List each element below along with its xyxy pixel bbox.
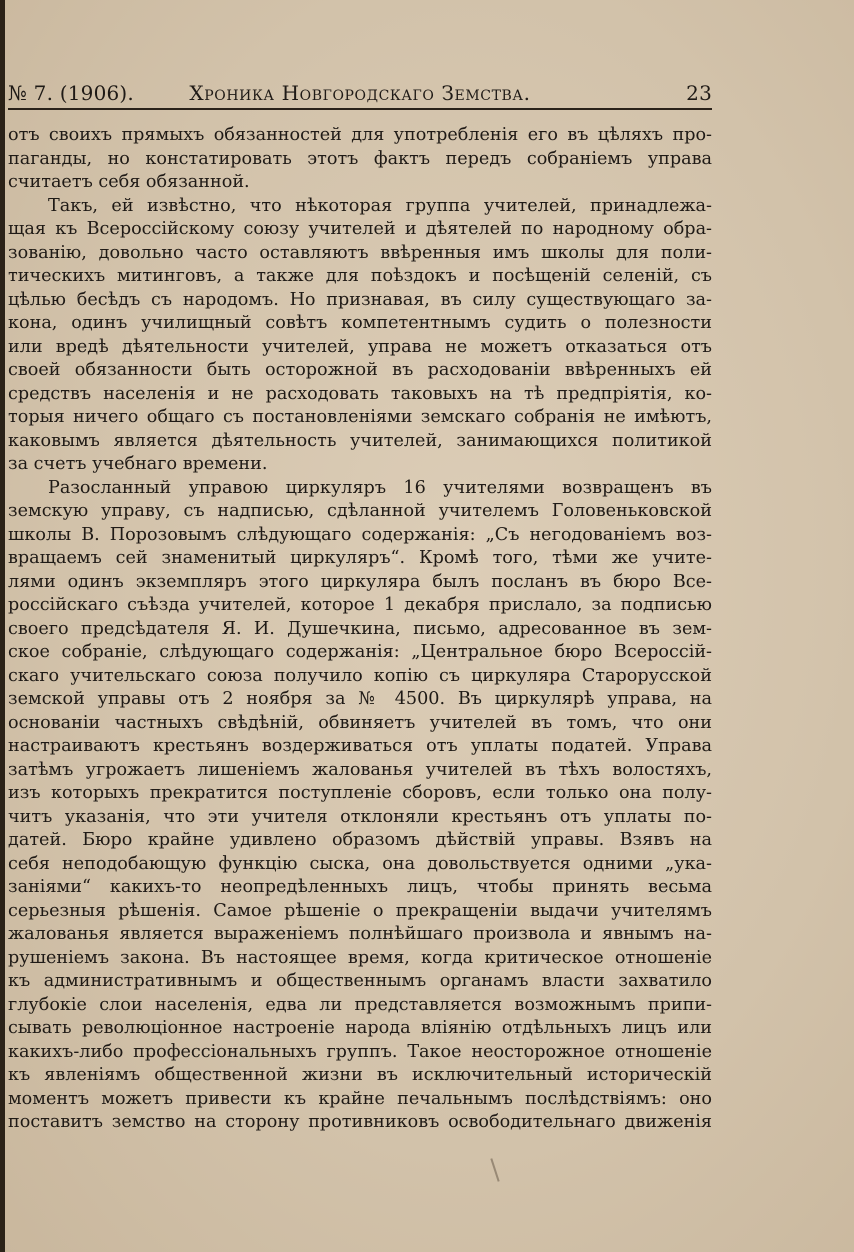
text-line: каковымъ является дѣятельность учителей, занимающихся политикой bbox=[8, 430, 712, 451]
page-edge-shadow bbox=[0, 0, 5, 1252]
ink-mark bbox=[490, 1158, 499, 1181]
text-line: ское собраніе, слѣдующаго содержанія: „Центральное бюро Всероссій- bbox=[8, 642, 712, 662]
issue-number: № 7. (1906). bbox=[8, 81, 134, 105]
text-line: паганды, но констатировать этотъ фактъ передъ собраніемъ управа bbox=[8, 148, 712, 169]
text-line: вращаемъ сей знаменитый циркуляръ“. Кромѣ того, тѣми же учите- bbox=[8, 548, 712, 568]
text-line: средствъ населенія и не расходовать таковыхъ на тѣ предпріятія, ко- bbox=[8, 383, 712, 404]
article-text bbox=[8, 124, 712, 1135]
text-line: отъ своихъ прямыхъ обязанностей для употребленія его въ цѣляхъ про- bbox=[8, 125, 712, 145]
journal-title: Хроника Новгородскаго Земства. bbox=[189, 81, 531, 105]
text-line: торыя ничего общаго съ постановленіями земскаго собранія не имѣютъ, bbox=[8, 407, 712, 427]
running-header bbox=[8, 80, 712, 106]
text-line: цѣлью бесѣдъ съ народомъ. Но признавая, въ силу существующаго за- bbox=[8, 289, 712, 310]
text-line: скаго учительскаго союза получило копію съ циркуляра Старорусской bbox=[8, 665, 712, 686]
text-line: читъ указанія, что эти учителя отклоняли крестьянъ отъ уплаты по- bbox=[8, 806, 712, 827]
header-rule bbox=[8, 108, 712, 110]
text-line: сывать революціонное настроеніе народа вліянію отдѣльныхъ лицъ или bbox=[8, 1018, 712, 1038]
text-line: къ административнымъ и общественнымъ органамъ власти захватило bbox=[8, 971, 712, 991]
text-line: основаніи частныхъ свѣдѣній, обвиняетъ учителей въ томъ, что они bbox=[8, 712, 712, 733]
text-line: серьезныя рѣшенія. Самое рѣшеніе о прекращеніи выдачи учителямъ bbox=[8, 900, 712, 921]
text-line: своей обязанности быть осторожной въ расходованіи ввѣренныхъ ей bbox=[8, 360, 712, 380]
text-line: зованію, довольно часто оставляютъ ввѣренныя имъ школы для поли- bbox=[8, 242, 712, 263]
text-line: заніями“ какихъ-то неопредѣленныхъ лицъ, чтобы принять весьма bbox=[8, 877, 712, 897]
text-line: настраиваютъ крестьянъ воздерживаться отъ уплаты податей. Управа bbox=[8, 736, 712, 756]
text-line: россійскаго съѣзда учителей, которое 1 декабря прислало, за подписью bbox=[8, 595, 712, 615]
text-line: или вредѣ дѣятельности учителей, управа не можетъ отказаться отъ bbox=[8, 336, 712, 357]
text-line: своего предсѣдателя Я. И. Душечкина, письмо, адресованное въ зем- bbox=[8, 618, 712, 639]
text-line: кона, одинъ училищный совѣтъ компетентнымъ судить о полезности bbox=[8, 313, 712, 333]
text-line: тическихъ митинговъ, а также для поѣздокъ и посѣщеній селеній, съ bbox=[8, 266, 712, 286]
text-line: Разосланный управою циркуляръ 16 учителями возвращенъ въ bbox=[48, 477, 712, 498]
text-line: лями одинъ экземпляръ этого циркуляра былъ посланъ въ бюро Все- bbox=[8, 571, 712, 592]
text-line: жалованья является выраженіемъ полнѣйшаго произвола и явнымъ на- bbox=[8, 924, 712, 944]
text-line: за счетъ учебнаго времени. bbox=[8, 454, 268, 474]
text-line: школы В. Порозовымъ слѣдующаго содержанія: „Съ негодованіемъ воз- bbox=[8, 524, 712, 545]
page-number: 23 bbox=[686, 81, 712, 105]
text-line: моментъ можетъ привести къ крайне печальнымъ послѣдствіямъ: оно bbox=[8, 1088, 712, 1109]
text-line: поставитъ земство на сторону противниковъ освободительнаго движенія bbox=[8, 1112, 712, 1132]
text-line: рушеніемъ закона. Въ настоящее время, когда критическое отношеніе bbox=[8, 947, 712, 968]
text-line: къ явленіямъ общественной жизни въ исключительный историческій bbox=[8, 1065, 712, 1085]
text-line: изъ которыхъ прекратится поступленіе сборовъ, если только она полу- bbox=[8, 783, 712, 803]
text-line: какихъ-либо профессіональныхъ группъ. Такое неосторожное отношеніе bbox=[8, 1041, 712, 1062]
text-line: глубокіе слои населенія, едва ли представляется возможнымъ припи- bbox=[8, 994, 712, 1015]
text-line: датей. Бюро крайне удивлено образомъ дѣйствій управы. Взявъ на bbox=[8, 830, 712, 850]
text-line: затѣмъ угрожаетъ лишеніемъ жалованья учителей въ тѣхъ волостяхъ, bbox=[8, 759, 712, 780]
text-line: щая къ Всероссійскому союзу учителей и дѣятелей по народному обра- bbox=[8, 219, 712, 239]
text-line: земской управы отъ 2 ноября за № 4500. Въ циркулярѣ управа, на bbox=[8, 689, 712, 709]
text-line: Такъ, ей извѣстно, что нѣкоторая группа учителей, принадлежа- bbox=[48, 195, 712, 216]
text-line: считаетъ себя обязанной. bbox=[8, 172, 250, 192]
text-line: земскую управу, съ надписью, сдѣланной учителемъ Головеньковской bbox=[8, 501, 712, 521]
text-line: себя неподобающую функцію сыска, она довольствуется одними „ука- bbox=[8, 853, 712, 874]
